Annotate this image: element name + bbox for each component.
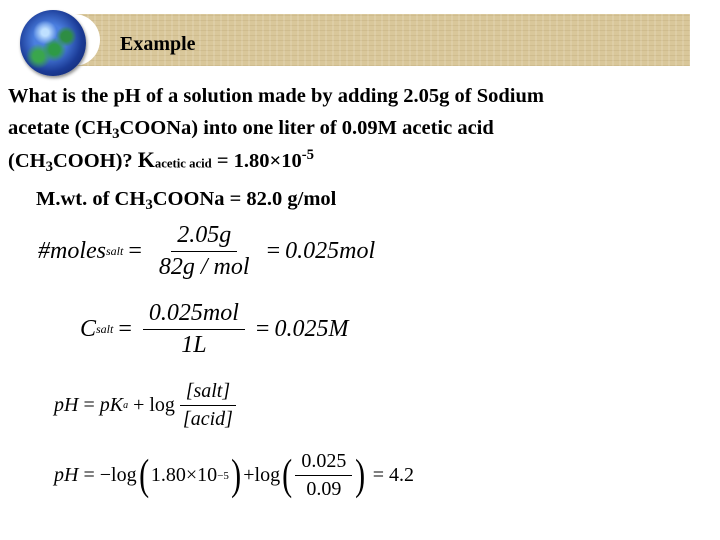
eq4-log-1: log xyxy=(111,464,137,486)
molar-mass-a: M.wt. of CH xyxy=(36,188,146,210)
title-banner xyxy=(10,14,690,66)
eq2-equals: = xyxy=(118,316,132,342)
eq4-exponent: −5 xyxy=(217,469,229,482)
eq2-numerator: 0.025mol xyxy=(143,300,245,330)
ka-subscript: acetic acid xyxy=(154,156,212,171)
ka-exponent: -5 xyxy=(301,146,315,163)
eq2-fraction xyxy=(143,300,245,359)
molar-mass-sub: 3 xyxy=(145,197,153,214)
question-line-2-sub: 3 xyxy=(112,126,120,143)
question-line-2 xyxy=(8,112,713,144)
question-line-2-a: acetate (CH xyxy=(8,117,113,139)
eq4-lhs: pH xyxy=(54,464,79,486)
eq2-equals-2: = xyxy=(255,316,270,342)
eq3-plus: + xyxy=(133,394,145,416)
eq4-left-paren-2: ( xyxy=(282,452,293,499)
eq3-numerator: [salt] xyxy=(180,380,236,406)
page-title: Example xyxy=(120,33,196,55)
eq4-right-paren: ) xyxy=(231,452,242,499)
eq4-denominator: 0.09 xyxy=(306,478,342,500)
eq1-result: 0.025mol xyxy=(285,238,376,264)
eq3-pk-sub: a xyxy=(123,400,129,411)
molar-mass-b: COONa = 82.0 g/mol xyxy=(152,188,337,210)
eq2-lhs: C xyxy=(80,316,97,342)
eq3-fraction xyxy=(177,380,239,431)
eq1-equals: = xyxy=(128,238,142,264)
eq4-numerator: 0.025 xyxy=(295,450,352,476)
ka-value: = 1.80×10 xyxy=(211,150,302,172)
eq1-denominator: 82g / mol xyxy=(158,254,250,280)
eq4-right-paren-2: ) xyxy=(355,452,366,499)
eq3-equals: = xyxy=(83,394,95,416)
equation-henderson xyxy=(54,380,245,431)
eq3-log: log xyxy=(149,394,175,416)
equation-moles xyxy=(38,222,375,281)
eq4-result: 4.2 xyxy=(389,464,415,486)
eq4-log-2: log xyxy=(254,464,281,486)
eq4-plus: + xyxy=(243,464,255,486)
eq1-lhs-sub: salt xyxy=(106,244,124,258)
eq4-left-paren: ( xyxy=(138,452,149,499)
eq1-equals-2: = xyxy=(266,238,281,264)
eq1-lhs: #moles xyxy=(38,238,106,264)
question-line-3-b: COOH)? xyxy=(52,150,138,172)
molar-mass-line xyxy=(36,188,337,214)
eq4-fraction xyxy=(295,450,352,501)
globe-icon xyxy=(20,10,86,76)
eq3-lhs: pH xyxy=(54,394,79,416)
eq3-denominator: [acid] xyxy=(182,408,233,430)
question-line-3-sub: 3 xyxy=(45,159,53,176)
eq2-lhs-sub: salt xyxy=(96,322,114,336)
question-line-2-b: COONa) into one liter of 0.09M acetic acid xyxy=(119,117,494,139)
question-line-1: What is the pH of a solution made by adding 2.05g of Sodium xyxy=(8,85,544,107)
eq4-value: 1.80×10 xyxy=(150,464,218,486)
eq4-equals: = xyxy=(83,464,95,486)
eq1-fraction xyxy=(153,222,256,281)
eq4-minus: − xyxy=(99,464,112,486)
eq4-equals-2: = xyxy=(372,464,385,486)
equation-result xyxy=(54,450,414,501)
eq2-result: 0.025M xyxy=(274,316,349,342)
eq2-denominator: 1L xyxy=(181,332,207,358)
equation-concentration xyxy=(80,300,348,359)
ka-symbol: K xyxy=(137,147,155,172)
question-text xyxy=(8,80,713,176)
question-line-3 xyxy=(8,144,713,176)
question-line-3-a: (CH xyxy=(8,150,46,172)
eq3-pk: pK xyxy=(99,394,124,416)
eq1-numerator: 2.05g xyxy=(171,222,237,252)
